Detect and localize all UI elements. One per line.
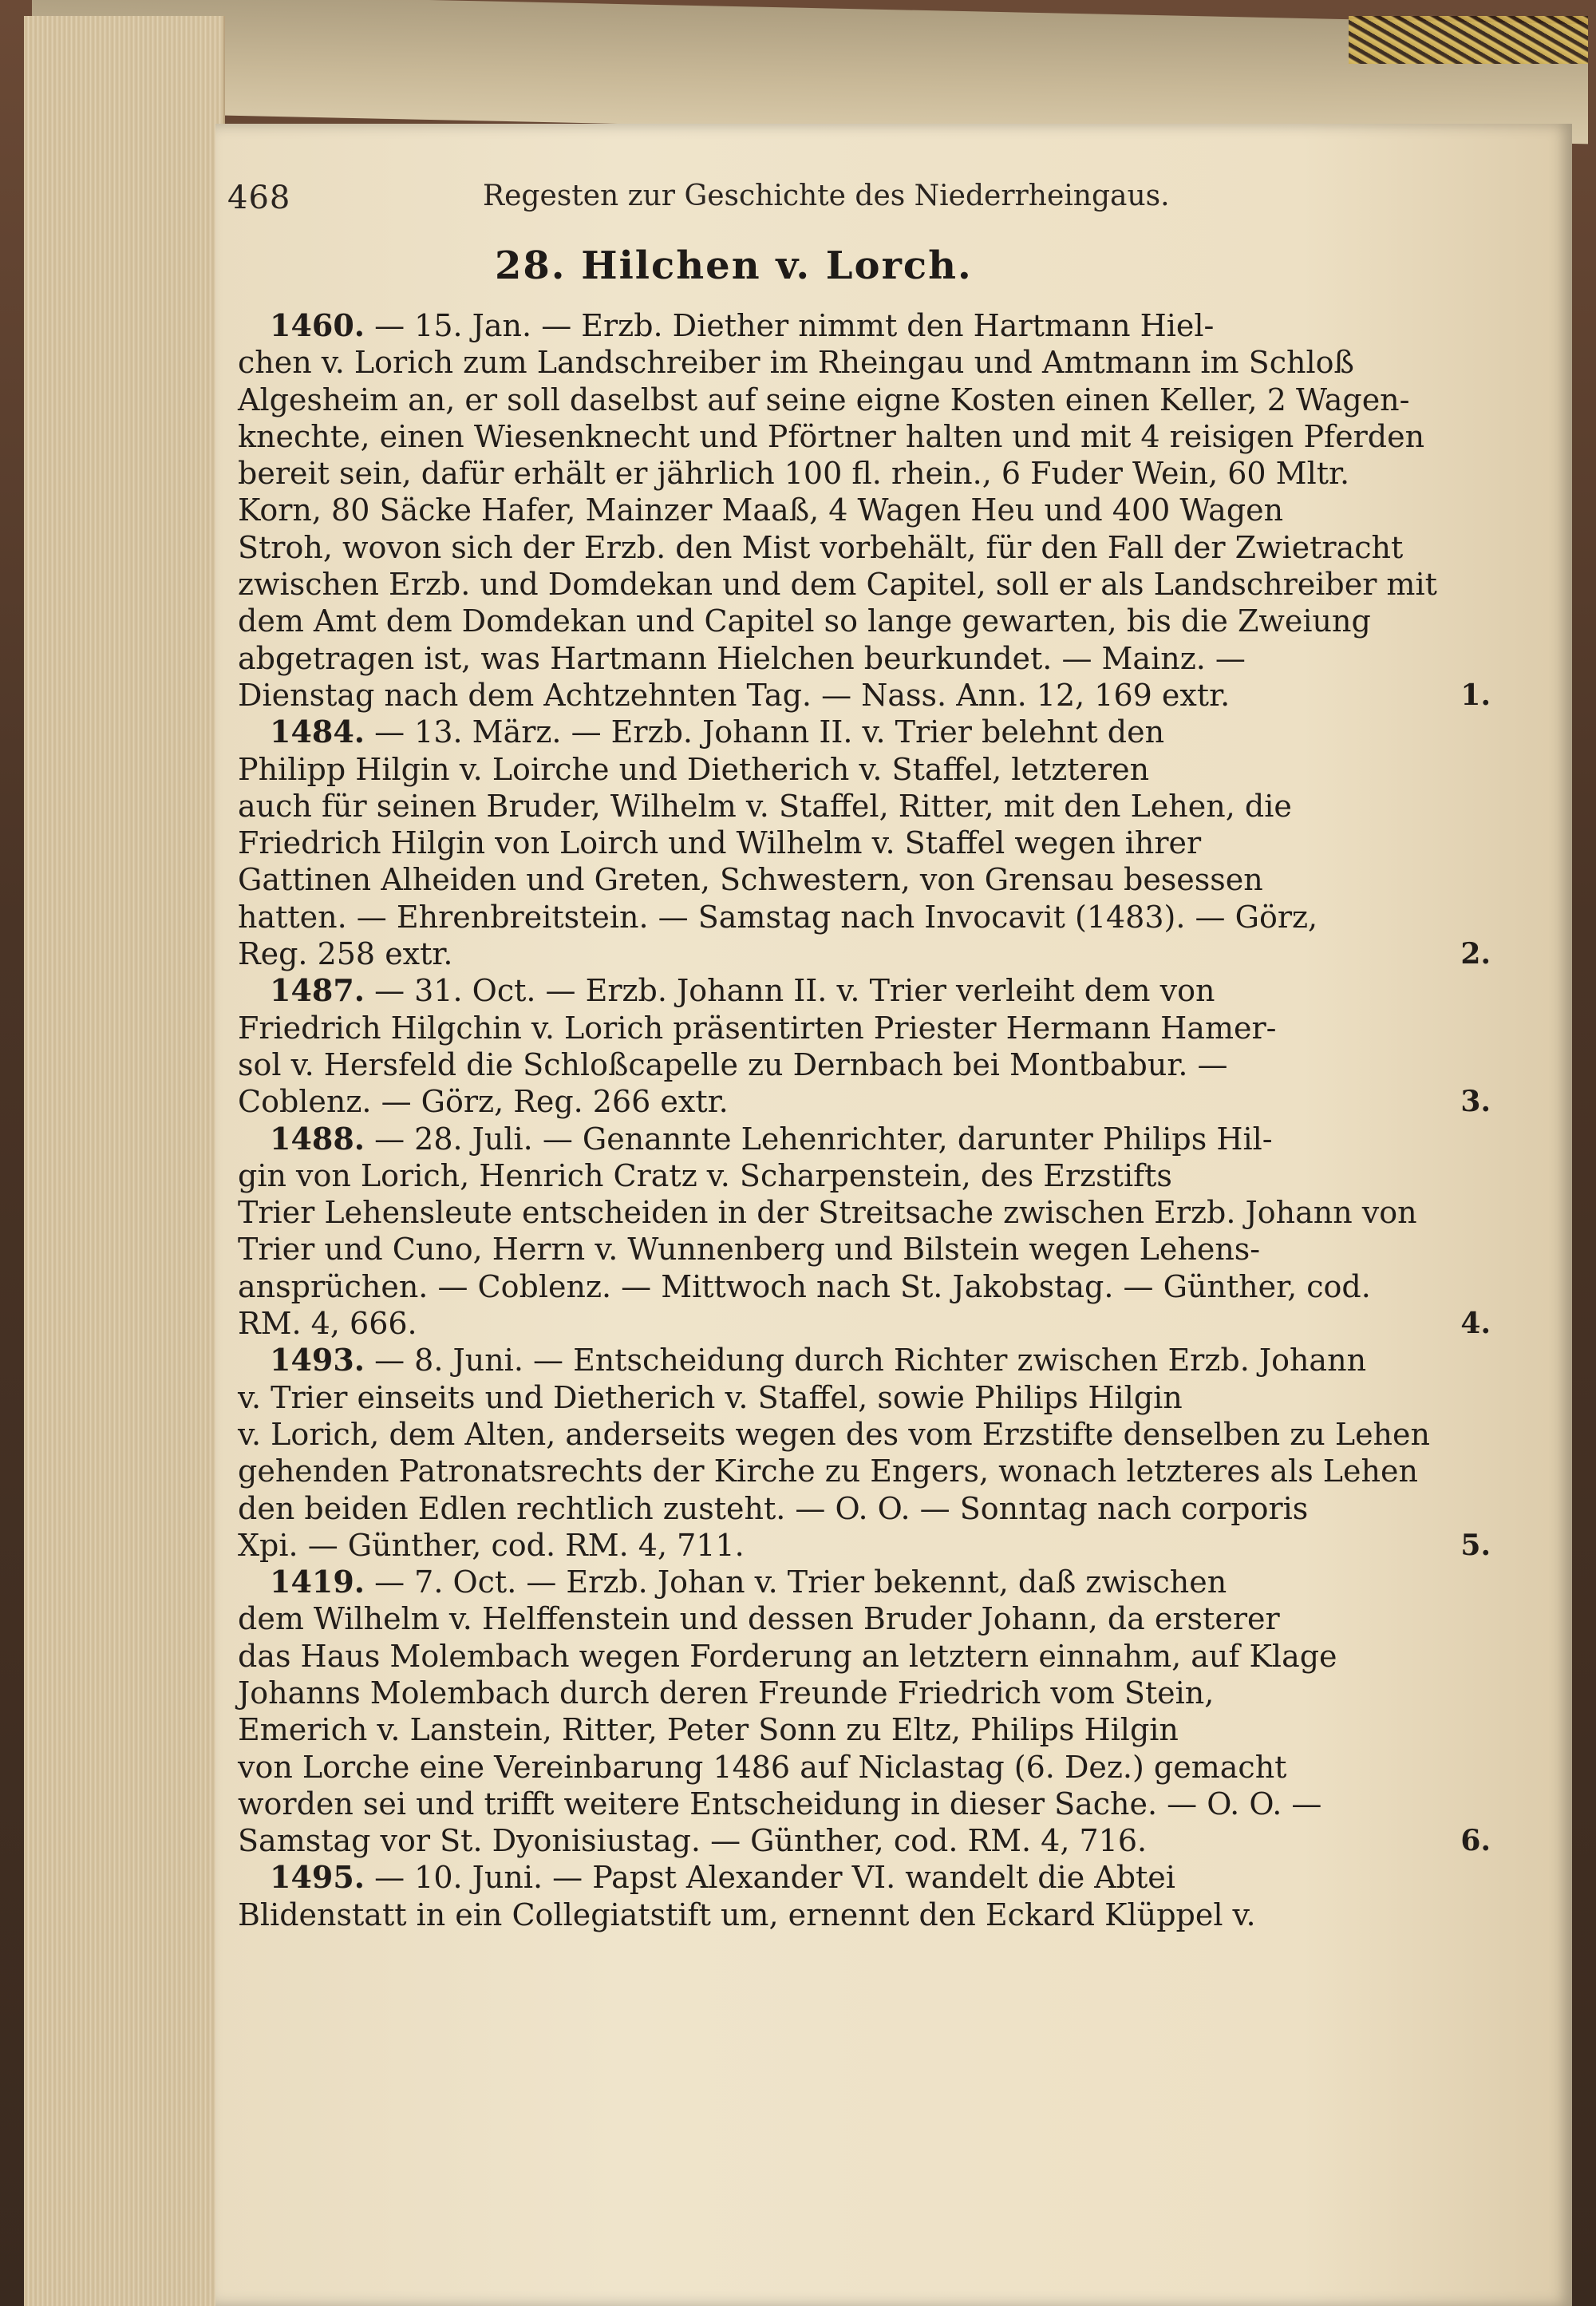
text-line (238, 344, 1491, 381)
regest-entry (238, 1859, 1491, 1933)
text-line (238, 1749, 1491, 1786)
line-text: bereit sein, dafür erhält er jährlich 100 fl. rhein., 6 Fuder Wein, 60 Mltr. (238, 456, 1350, 492)
line-text: — 13. März. — Erzb. Johann II. v. Trier belehnt den (365, 714, 1165, 750)
line-text: — 8. Juni. — Entscheidung durch Richter zwischen Erzb. Johann (365, 1343, 1367, 1378)
entry-year: 1488. (270, 1120, 365, 1157)
text-line (238, 677, 1491, 714)
line-text: das Haus Molembach wegen Forderung an letztern einnahm, auf Klage (238, 1638, 1337, 1674)
line-text: — 15. Jan. — Erzb. Diether nimmt den Hartmann Hiel- (365, 308, 1215, 343)
text-line (238, 1527, 1491, 1564)
text-line (238, 1859, 1491, 1896)
line-text: Samstag vor St. Dyonisiustag. — Günther, cod. RM. 4, 716. (238, 1823, 1148, 1859)
regest-entry (238, 1342, 1491, 1564)
text-line (238, 1786, 1491, 1822)
line-text: Johanns Molembach durch deren Freunde Friedrich vom Stein, (238, 1675, 1215, 1711)
line-text: Korn, 80 Säcke Hafer, Mainzer Maaß, 4 Wagen Heu und 400 Wagen (238, 492, 1284, 528)
text-line (238, 1083, 1491, 1120)
text-line (238, 1305, 1491, 1342)
text-line (238, 1600, 1491, 1637)
line-text: zwischen Erzb. und Domdekan und dem Capitel, soll er als Landschreiber mit (238, 567, 1437, 603)
text-line (238, 1194, 1491, 1231)
text-line (238, 1638, 1491, 1675)
text-line (238, 1010, 1491, 1046)
entry-number: 2. (1460, 937, 1491, 971)
line-text: abgetragen ist, was Hartmann Hielchen beurkundet. — Mainz. — (238, 640, 1246, 676)
entry-year: 1484. (270, 714, 365, 750)
text-line (238, 1564, 1491, 1600)
line-text: Algesheim an, er soll daselbst auf seine eigne Kosten einen Keller, 2 Wagen- (238, 382, 1410, 417)
line-text: Blidenstatt in ein Collegiatstift um, ernennt den Eckard Klüppel v. (238, 1897, 1256, 1932)
text-line (238, 1121, 1491, 1157)
line-text: v. Trier einseits und Dietherich v. Staffel, sowie Philips Hilgin (238, 1379, 1183, 1415)
line-text: Dienstag nach dem Achtzehnten Tag. — Nass. Ann. 12, 169 extr. (238, 677, 1231, 713)
page-number: 468 (227, 180, 291, 216)
entry-year: 1495. (270, 1859, 365, 1896)
text-line (238, 1897, 1491, 1933)
line-text: — 28. Juli. — Genannte Lehenrichter, darunter Philips Hil- (365, 1121, 1273, 1157)
page-stack-edge (24, 16, 225, 2306)
line-text: Emerich v. Lanstein, Ritter, Peter Sonn zu Eltz, Philips Hilgin (238, 1712, 1179, 1748)
line-text: Trier Lehensleute entscheiden in der Streitsache zwischen Erzb. Johann von (238, 1195, 1417, 1231)
entry-number: 3. (1460, 1085, 1491, 1119)
text-line (238, 492, 1491, 528)
regest-entry (238, 1564, 1491, 1859)
line-text: sol v. Hersfeld die Schloßcapelle zu Dernbach bei Montbabur. — (238, 1046, 1228, 1082)
entry-number: 1. (1460, 678, 1491, 712)
entry-year: 1460. (270, 307, 365, 343)
text-line (238, 640, 1491, 677)
text-line (238, 972, 1491, 1009)
line-text: RM. 4, 666. (238, 1306, 417, 1342)
regest-entry (238, 714, 1491, 972)
entry-year: 1493. (270, 1342, 365, 1378)
line-text: Gattinen Alheiden und Greten, Schwestern, von Grensau besessen (238, 862, 1263, 898)
running-head: Regesten zur Geschichte des Niederrheingaus. (483, 180, 1170, 212)
text-line (238, 788, 1491, 825)
text-line (238, 1046, 1491, 1083)
text-line (238, 566, 1491, 603)
line-text: hatten. — Ehrenbreitstein. — Samstag nach Invocavit (1483). — Görz, (238, 899, 1318, 935)
line-text: Reg. 258 extr. (238, 936, 453, 972)
line-text: chen v. Lorich zum Landschreiber im Rheingau und Amtmann im Schloß (238, 345, 1354, 381)
line-text: — 10. Juni. — Papst Alexander VI. wandelt die Abtei (365, 1860, 1175, 1896)
text-line (238, 714, 1491, 750)
line-text: knechte, einen Wiesenknecht und Pförtner halten und mit 4 reisigen Pferden (238, 418, 1425, 454)
regest-entry (238, 1121, 1491, 1343)
line-text: Friedrich Hilgchin v. Lorich präsentirten Priester Hermann Hamer- (238, 1010, 1277, 1046)
text-line (238, 1490, 1491, 1527)
text-line (238, 455, 1491, 492)
text-line (238, 899, 1491, 935)
bookmark-ribbon (1349, 16, 1588, 64)
text-line (238, 751, 1491, 788)
entry-year: 1487. (270, 972, 365, 1009)
section-title: 28. Hilchen v. Lorch. (495, 243, 973, 288)
entry-year: 1419. (270, 1564, 365, 1600)
text-line (238, 825, 1491, 861)
line-text: ansprüchen. — Coblenz. — Mittwoch nach St. Jakobstag. — Günther, cod. (238, 1268, 1371, 1304)
line-text: v. Lorich, dem Alten, anderseits wegen des vom Erzstifte denselben zu Lehen (238, 1416, 1430, 1452)
entry-number: 5. (1460, 1528, 1491, 1562)
regesten-body (238, 307, 1491, 1933)
line-text: Coblenz. — Görz, Reg. 266 extr. (238, 1084, 729, 1120)
line-text: Friedrich Hilgin von Loirch und Wilhelm v. Staffel wegen ihrer (238, 825, 1202, 861)
text-line (238, 1342, 1491, 1378)
line-text: Xpi. — Günther, cod. RM. 4, 711. (238, 1527, 745, 1563)
line-text: — 7. Oct. — Erzb. Johan v. Trier bekennt, daß zwischen (365, 1564, 1227, 1600)
line-text: gin von Lorich, Henrich Cratz v. Scharpenstein, des Erzstifts (238, 1157, 1172, 1193)
entry-number: 4. (1460, 1307, 1491, 1341)
line-text: — 31. Oct. — Erzb. Johann II. v. Trier verleiht dem von (365, 973, 1215, 1009)
line-text: dem Amt dem Domdekan und Capitel so lange gewarten, bis die Zweiung (238, 603, 1371, 639)
text-line (238, 307, 1491, 344)
line-text: den beiden Edlen rechtlich zusteht. — O. O. — Sonntag nach corporis (238, 1490, 1309, 1526)
text-line (238, 935, 1491, 972)
text-line (238, 1157, 1491, 1194)
text-line (238, 1268, 1491, 1305)
line-text: auch für seinen Bruder, Wilhelm v. Staffel, Ritter, mit den Lehen, die (238, 788, 1292, 824)
text-line (238, 1231, 1491, 1268)
text-line (238, 1379, 1491, 1416)
text-line (238, 1822, 1491, 1859)
text-line (238, 382, 1491, 418)
regest-entry (238, 307, 1491, 714)
text-line (238, 529, 1491, 566)
line-text: worden sei und trifft weitere Entscheidung in dieser Sache. — O. O. — (238, 1786, 1322, 1821)
line-text: gehenden Patronatsrechts der Kirche zu Engers, wonach letzteres als Lehen (238, 1454, 1418, 1489)
page-header (227, 180, 1265, 227)
line-text: Stroh, wovon sich der Erzb. den Mist vorbehält, für den Fall der Zwietracht (238, 529, 1404, 565)
text-line (238, 603, 1491, 639)
entry-number: 6. (1460, 1824, 1491, 1858)
text-line (238, 1711, 1491, 1748)
regest-entry (238, 972, 1491, 1120)
line-text: von Lorche eine Vereinbarung 1486 auf Niclastag (6. Dez.) gemacht (238, 1749, 1287, 1785)
text-line (238, 861, 1491, 898)
text-line (238, 1453, 1491, 1489)
text-line (238, 1416, 1491, 1453)
text-line (238, 1675, 1491, 1711)
line-text: dem Wilhelm v. Helffenstein und dessen Bruder Johann, da ersterer (238, 1601, 1280, 1637)
line-text: Trier und Cuno, Herrn v. Wunnenberg und Bilstein wegen Lehens- (238, 1232, 1261, 1268)
text-line (238, 418, 1491, 455)
line-text: Philipp Hilgin v. Loirche und Dietherich v. Staffel, letzteren (238, 751, 1150, 787)
